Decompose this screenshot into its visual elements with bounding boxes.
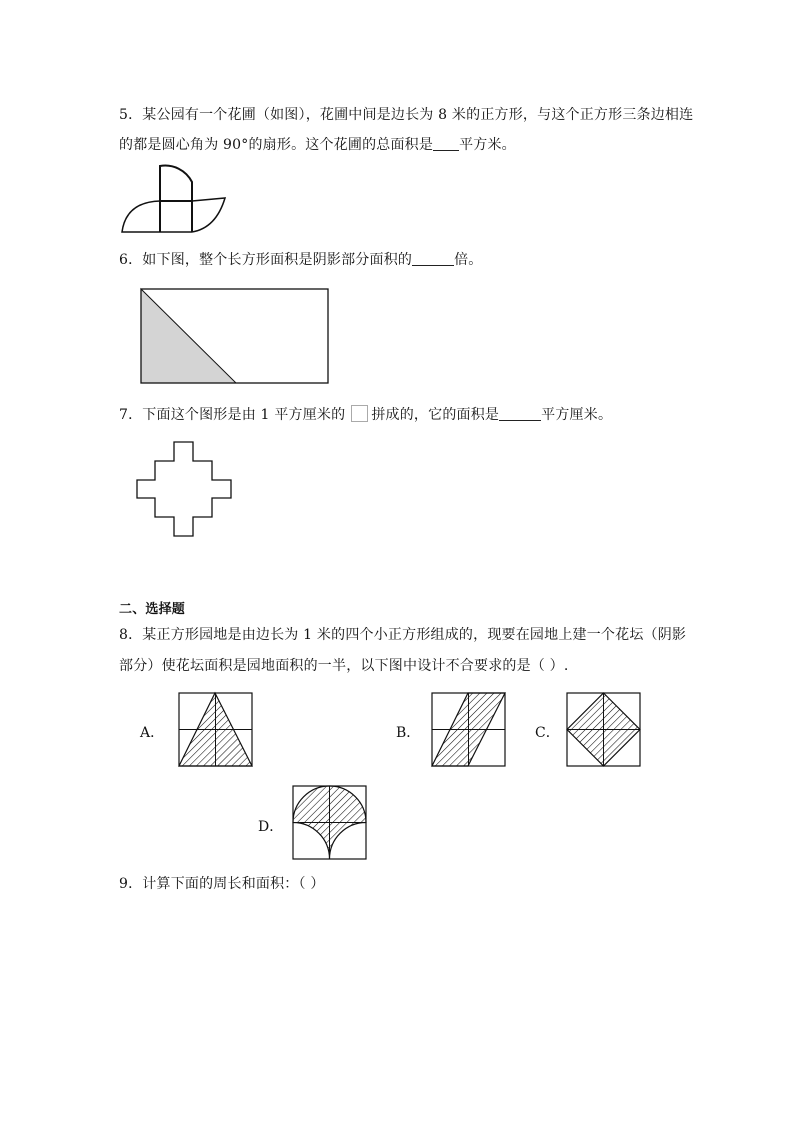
option-b-label[interactable]: B． <box>396 725 421 741</box>
option-a-figure[interactable] <box>178 692 254 768</box>
q7-text-c: 平方厘米。 <box>541 407 613 423</box>
q6-line <box>119 249 483 269</box>
q6-rectangle-figure <box>140 288 330 384</box>
q8-line-1: 8．某正方形园地是由边长为 1 米的四个小正方形组成的，现要在园地上建一个花坛（阴影 <box>119 627 687 643</box>
q5-answer-blank[interactable] <box>433 136 459 151</box>
q7-cross-figure <box>136 441 234 539</box>
q5-garden-figure <box>118 162 230 236</box>
q8-line-2: 部分）使花坛面积是园地面积的一半，以下图中设计不合要求的是（ ）. <box>119 658 569 674</box>
unit-square-icon <box>351 405 368 422</box>
option-b-figure[interactable] <box>431 692 507 768</box>
q7-line <box>119 404 612 424</box>
option-c-figure[interactable] <box>566 692 642 768</box>
option-a-label[interactable]: A． <box>140 725 165 741</box>
option-d-figure[interactable] <box>292 785 368 861</box>
q6-answer-blank[interactable] <box>412 251 454 266</box>
section-title-choice: 二、选择题 <box>119 602 186 617</box>
option-c-label[interactable]: C． <box>535 725 560 741</box>
q6-text-b: 倍。 <box>454 252 483 268</box>
q9-line: 9．计算下面的周长和面积：（ ） <box>119 876 325 892</box>
q7-text-b: 拼成的，它的面积是 <box>371 407 500 423</box>
option-d-label[interactable]: D． <box>258 819 284 835</box>
q7-text-a: 7．下面这个图形是由 1 平方厘米的 <box>119 407 346 423</box>
q7-answer-blank[interactable] <box>499 406 541 421</box>
q5-line-2 <box>119 134 516 154</box>
q6-text-a: 6．如下图，整个长方形面积是阴影部分面积的 <box>119 252 413 268</box>
q5-line-1: 5．某公园有一个花圃（如图），花圃中间是边长为 8 米的正方形，与这个正方形三条边相连 <box>119 107 694 123</box>
q5-text-b: 平方米。 <box>459 137 516 153</box>
q5-text-a: 的都是圆心角为 90°的扇形。这个花圃的总面积是 <box>119 137 434 153</box>
